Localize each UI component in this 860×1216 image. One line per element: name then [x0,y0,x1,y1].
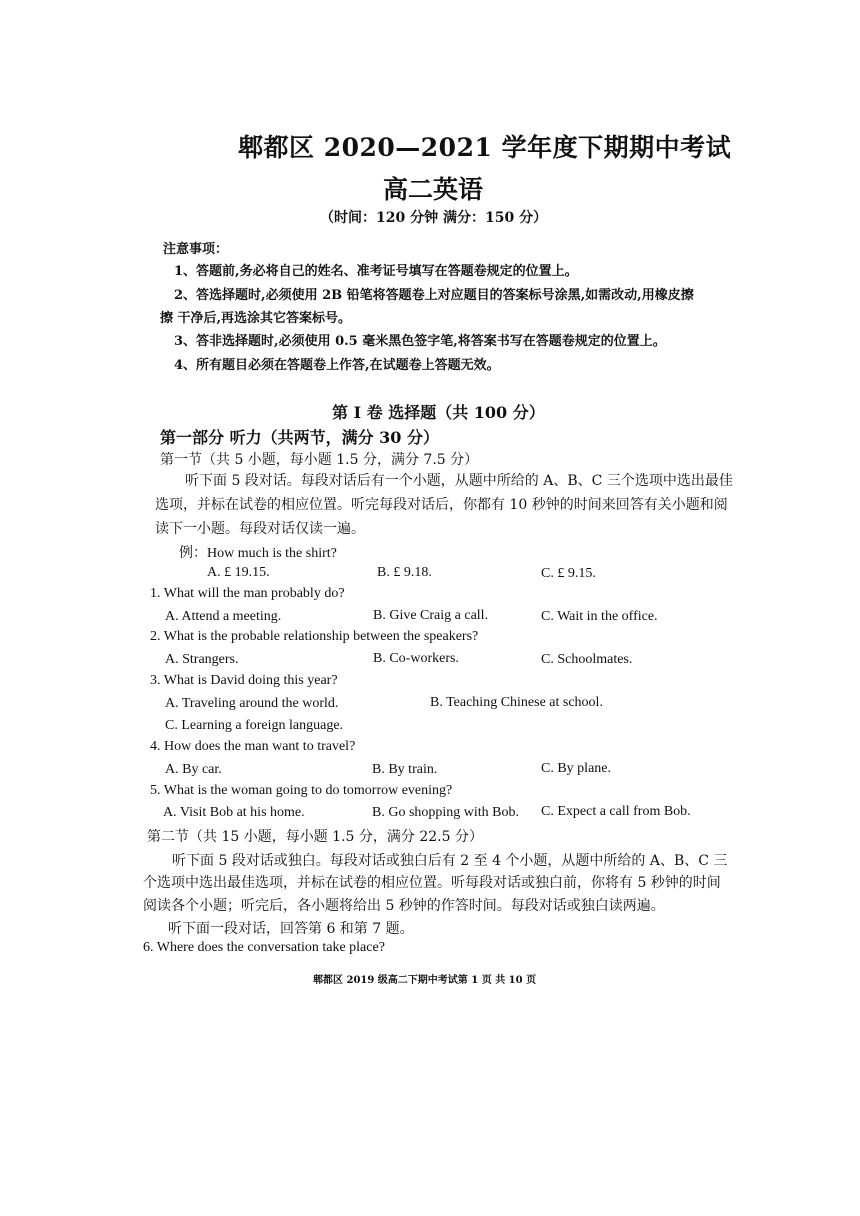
volume-heading: 第 I 卷 选择题（共 100 分） [332,403,545,422]
question-2-option-a: A. Strangers. [165,652,239,667]
question-1-option-a: A. Attend a meeting. [165,609,282,624]
question-6: 6. Where does the conversation take place? [143,940,385,955]
question-5-option-b: B. Go shopping with Bob. [372,805,520,820]
example-option-a: A. £ 19.15. [207,565,270,580]
page-footer: 郫都区 2019 级高二下期中考试第 1 页 共 10 页 [313,975,537,986]
note-item-3: 3、答非选择题时,必须使用 0.5 毫米黑色签字笔,将答案书写在答题卷规定的位置上。 [174,334,666,349]
section1-instructions-line1: 听下面 5 段对话。每段对话后有一个小题，从题中所给的 A、B、C 三个选项中选出最佳 [185,473,733,489]
question-1-option-c: C. Wait in the office. [541,609,658,624]
part1-heading: 第一部分 听力（共两节，满分 30 分） [160,428,439,447]
question-1-option-b: B. Give Craig a call. [373,608,489,623]
section2-heading: 第二节（共 15 小题，每小题 1.5 分，满分 22.5 分） [147,829,483,845]
question-4-option-a: A. By car. [165,762,222,777]
question-5-option-a: A. Visit Bob at his home. [163,805,305,820]
section1-instructions-line3: 读下一小题。每段对话仅读一遍。 [155,521,365,537]
question-2: 2. What is the probable relationship between the speakers? [150,629,479,644]
question-5-option-c: C. Expect a call from Bob. [541,804,691,819]
notes-heading: 注意事项： [163,242,229,257]
section2-instructions-line1: 听下面 5 段对话或独白。每段对话或独白后有 2 至 4 个小题，从题中所给的 A、B、C 三 [172,853,728,869]
question-4-option-b: B. By train. [372,762,438,777]
note-item-1: 1、答题前,务必将自己的姓名、准考证号填写在答题卷规定的位置上。 [174,264,578,279]
question-3-option-a: A. Traveling around the world. [165,696,339,711]
section2-instructions-line3: 阅读各个小题；听完后，各小题将给出 5 秒钟的作答时间。每段对话或独白读两遍。 [143,898,665,914]
question-3-option-b: B. Teaching Chinese at school. [430,695,603,710]
section2-instructions-line2: 个选项中选出最佳选项，并标在试卷的相应位置。听每段对话或独白前，你将有 5 秒钟的时间 [143,875,721,891]
section1-instructions-line2: 选项，并标在试卷的相应位置。听完每段对话后，你都有 10 秒钟的时间来回答有关小题和阅 [155,497,728,513]
example-question: 例：How much is the shirt? [179,546,337,561]
question-1: 1. What will the man probably do? [150,586,345,601]
note-item-4: 4、所有题目必须在答题卷上作答,在试题卷上答题无效。 [174,358,500,373]
exam-title: 郫都区 2020—2021 学年度下期期中考试 [238,133,732,162]
note-item-2-cont: 擦 干净后,再选涂其它答案标号。 [160,311,352,326]
question-2-option-c: C. Schoolmates. [541,652,633,667]
question-3: 3. What is David doing this year? [150,673,338,688]
note-item-2: 2、答选择题时,必须使用 2B 铅笔将答题卷上对应题目的答案标号涂黑,如需改动,用橡皮擦 [174,288,694,303]
question-4: 4. How does the man want to travel? [150,739,356,754]
exam-subject: 高二英语 [383,175,484,204]
section1-heading: 第一节（共 5 小题，每小题 1.5 分，满分 7.5 分） [160,452,479,468]
exam-time-score: （时间：120 分钟 满分：150 分） [320,210,548,226]
example-option-b: B. £ 9.18. [377,565,432,580]
question-2-option-b: B. Co-workers. [373,651,459,666]
example-option-c: C. £ 9.15. [541,566,596,581]
section2-instructions-line4: 听下面一段对话，回答第 6 和第 7 题。 [168,921,414,937]
question-4-option-c: C. By plane. [541,761,611,776]
question-3-option-c: C. Learning a foreign language. [165,718,344,733]
question-5: 5. What is the woman going to do tomorrow evening? [150,783,453,798]
